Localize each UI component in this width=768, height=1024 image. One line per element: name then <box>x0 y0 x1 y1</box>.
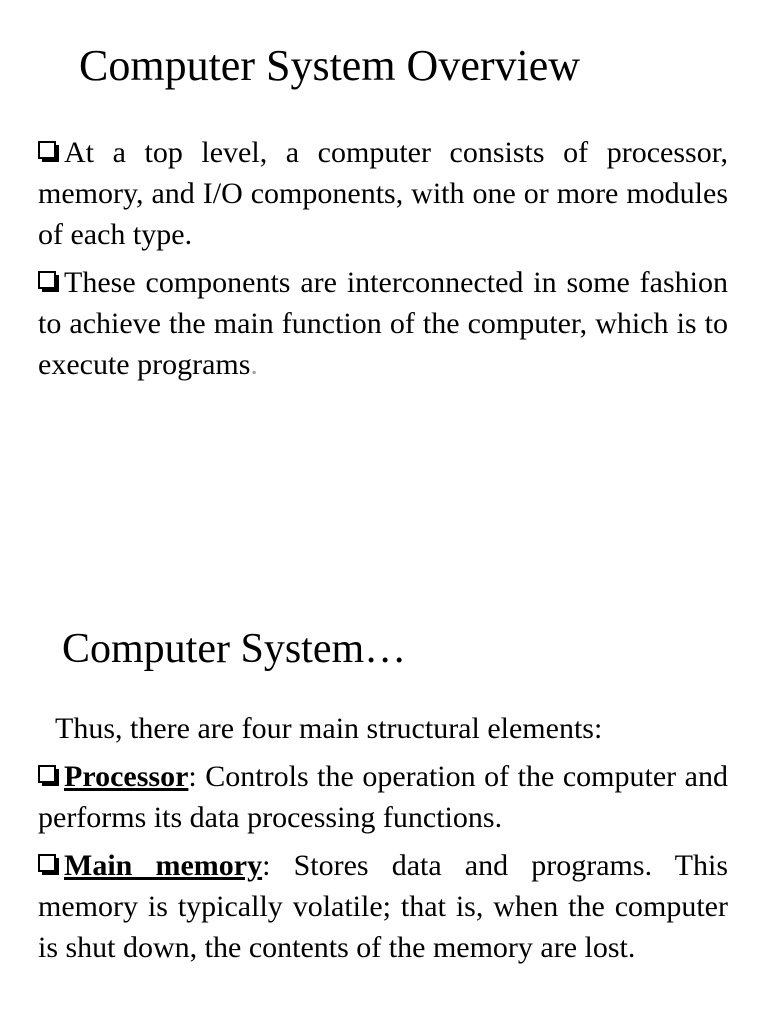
bullet-text: : Controls the operation of the computer and performs its data processing functions. <box>38 760 728 834</box>
slide-computer-system <box>0 600 768 1024</box>
slide-body <box>38 132 728 392</box>
faded-period: . <box>250 348 258 381</box>
bullet-item <box>38 756 728 838</box>
bullet-item <box>38 262 728 385</box>
term-processor: Processor <box>64 760 189 793</box>
bullet-item <box>38 845 728 968</box>
bullet-text: : Stores data and programs. This memory is typically volatile; that is, when the computer is shut down, the contents of the memory are lost. <box>38 849 728 964</box>
term-main-memory: Main memory <box>64 849 263 882</box>
bullet-text: These components are interconnected in some fashion to achieve the main function of the computer, which is to execute programs <box>38 266 728 381</box>
bullet-text: At a top level, a computer consists of processor, memory, and I/O components, with one or more modules of each type. <box>38 136 728 251</box>
slide-title: Computer System… <box>62 626 407 672</box>
square-bullet-icon <box>38 141 59 162</box>
square-bullet-icon <box>38 854 59 875</box>
intro-text: Thus, there are four main structural elements: <box>55 712 603 745</box>
bullet-item <box>38 132 728 255</box>
square-bullet-icon <box>38 271 59 292</box>
slide-body <box>38 708 728 975</box>
slide-title: Computer System Overview <box>79 41 581 90</box>
square-bullet-icon <box>38 765 59 786</box>
